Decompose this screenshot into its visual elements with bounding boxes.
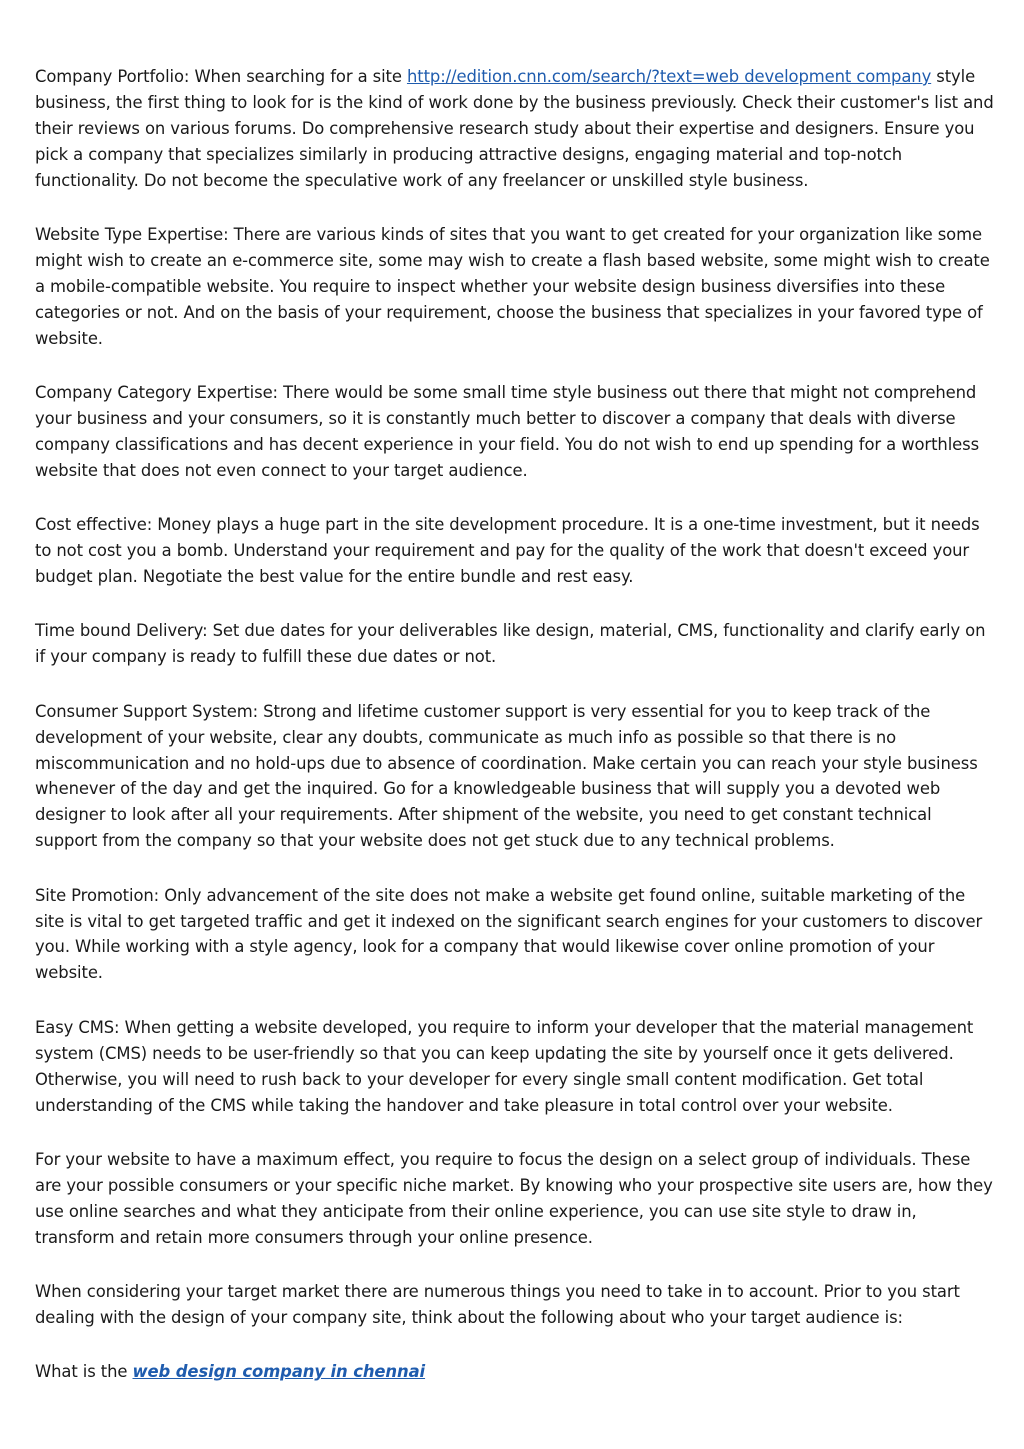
paragraph-cost-effective: Cost effective: Money plays a huge part in the site development procedure. It is a one-time investment, but it needs to not cost you a bomb. Understand your requirement and pay for the quality of the work that doesn't exceed your budget plan. Negotiate the best value for the entire bundle and rest easy. — [35, 515, 980, 586]
document-page — [35, 64, 995, 1414]
paragraph-tail: style business, the first thing to look for is the kind of work done by the business previously. Check their customer's list and their reviews on various forums. Do comprehensive research study about their expertise and designers. Ensure you pick a company that specializes similarly in producing attractive designs, engaging material and top-notch functionality. Do not become the speculative work of any freelancer or unskilled style business. — [35, 67, 994, 190]
paragraph-time-bound-delivery: Time bound Delivery: Set due dates for your deliverables like design, material, CMS, functionality and clarify early on if your company is ready to fulfill these due dates or not. — [35, 621, 986, 667]
paragraph-lead: Company Portfolio: When searching for a site — [35, 67, 407, 86]
cnn-search-link[interactable]: http://edition.cnn.com/search/?text=web development company — [406, 67, 932, 86]
paragraph-target-market: When considering your target market there are numerous things you need to take in to account. Prior to you start dealing with the design of your company site, think about the following about who your target audience is: — [35, 1282, 960, 1327]
paragraph-easy-cms: Easy CMS: When getting a website developed, you require to inform your developer that the material management system (CMS) needs to be user-friendly so that you can keep updating the site by yourself once it gets delivered. Otherwise, you will need to rush back to your developer for every single small content modification. Get total understanding of the CMS while taking the handover and take pleasure in total control over your website. — [35, 1017, 974, 1115]
web-design-company-link[interactable]: web design company in chennai — [132, 1362, 426, 1382]
paragraph-company-portfolio — [35, 64, 995, 194]
paragraph-website-type-expertise: Website Type Expertise: There are various kinds of sites that you want to get created for your organization like some might wish to create an e-commerce site, some may wish to create a flash based website, some might wish to create a mobile-compatible website. You require to inspect whether your website design business diversifies into these categories or not. And on the basis of your requirement, choose the business that specializes in your favored type of website. — [35, 225, 990, 348]
paragraph-closing-question — [35, 1359, 995, 1385]
paragraph-company-category-expertise: Company Category Expertise: There would be some small time style business out there that might not comprehend your business and your consumers, so it is constantly much better to discover a company that deals with diverse company classifications and has decent experience in your field. You do not wish to end up spending for a worthless website that does not even connect to your target audience. — [35, 383, 980, 480]
paragraph-maximum-effect: For your website to have a maximum effect, you require to focus the design on a select group of individuals. These are your possible consumers or your specific niche market. By knowing who your prospective site users are, how they use online searches and what they anticipate from their online experience, you can use site style to draw in, transform and retain more consumers through your online presence. — [35, 1149, 993, 1247]
paragraph-site-promotion: Site Promotion: Only advancement of the site does not make a website get found online, suitable marketing of the site is vital to get targeted traffic and get it indexed on the significant search engines for your customers to discover you. While working with a style agency, look for a company that would likewise cover online promotion of your website. — [35, 885, 983, 983]
paragraph-consumer-support-system: Consumer Support System: Strong and lifetime customer support is very essential for you to keep track of the development of your website, clear any doubts, communicate as much info as possible so that there is no miscommunication and no hold-ups due to absence of coordination. Make certain you can reach your style business whenever of the day and get the inquired. Go for a knowledgeable business that will supply you a devoted web designer to look after all your requirements. After shipment of the website, you need to get constant technical support from the company so that your website does not get stuck due to any technical problems. — [35, 701, 978, 851]
paragraph-lead: What is the — [35, 1362, 133, 1382]
